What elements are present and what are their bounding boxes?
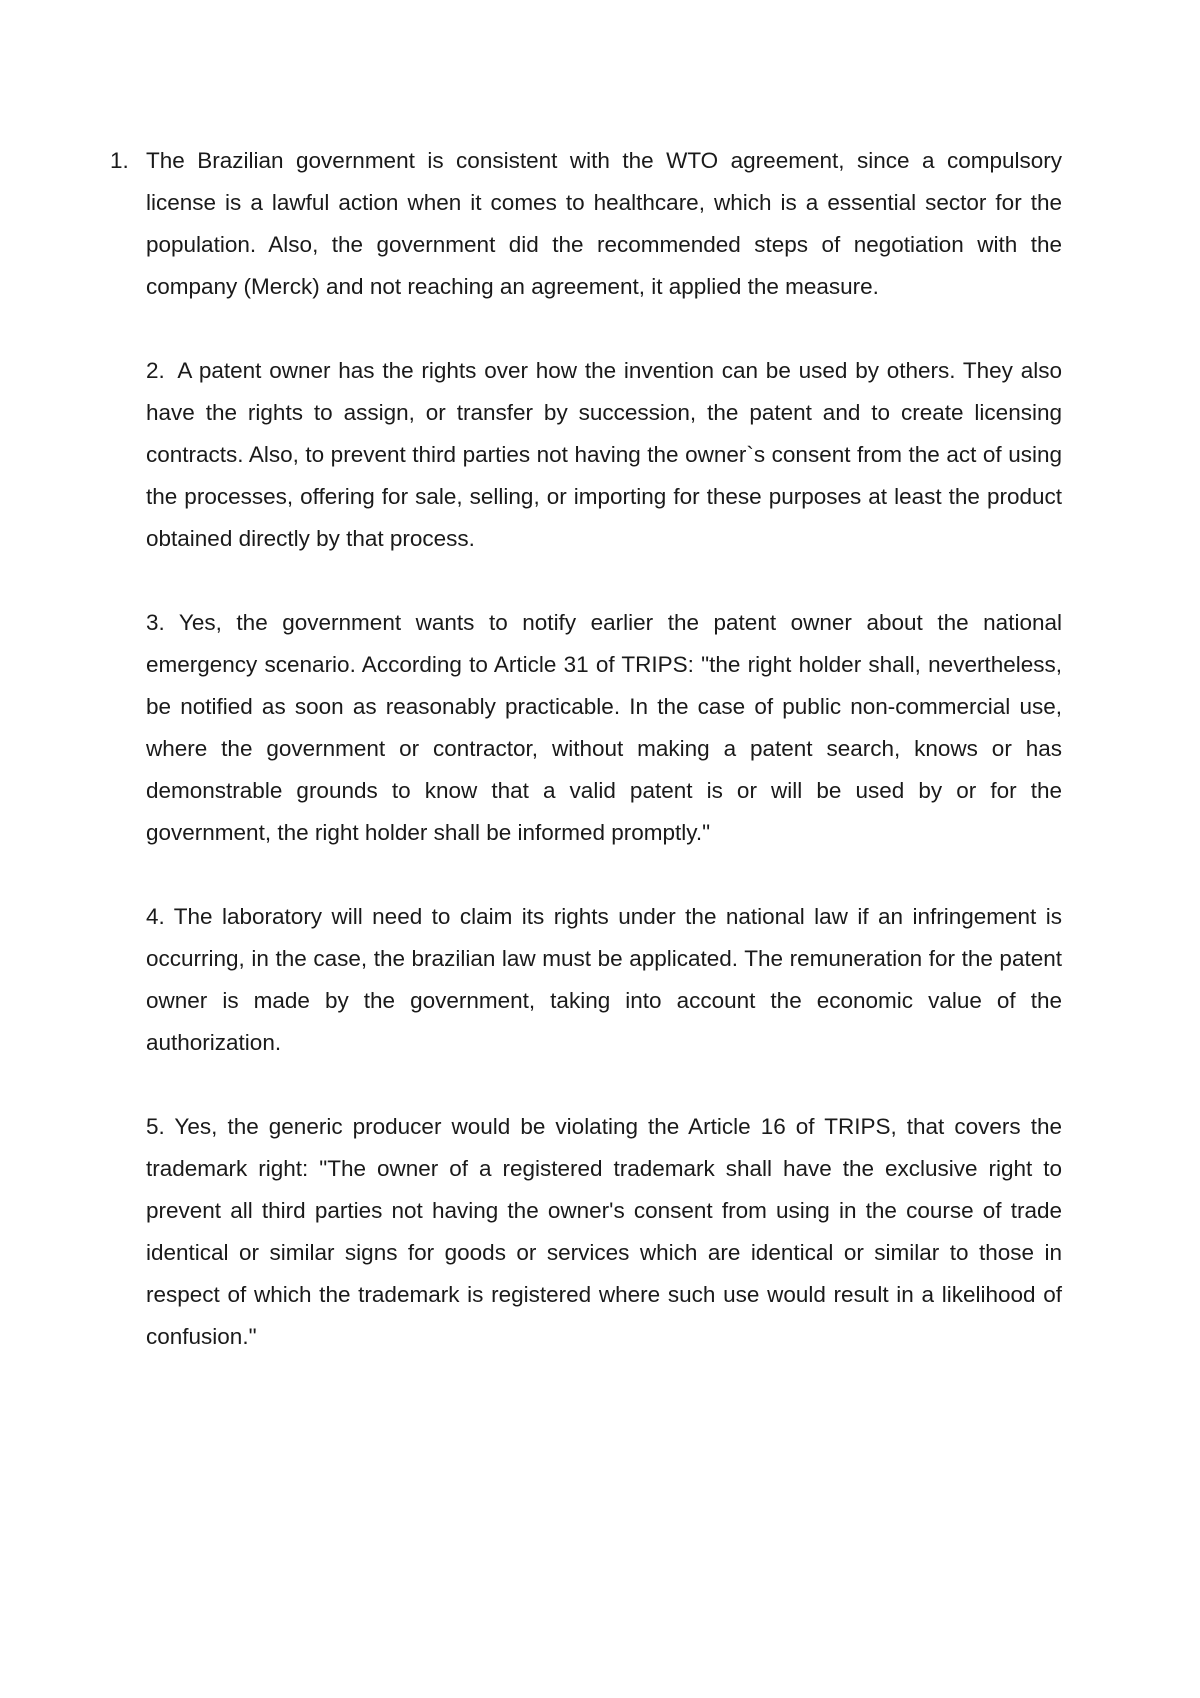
answer-number: 5.: [146, 1114, 165, 1139]
answer-number: 2.: [146, 358, 165, 383]
answer-number: 4.: [146, 904, 165, 929]
answers-list: [110, 140, 1062, 1358]
answer-text: Yes, the government wants to notify earlier the patent owner about the national emergency scenario. According to Article 31 of TRIPS: "the right holder shall, nevertheless, be notified as soon as reasonably practicable. In the case of public non-commercial use, where the government or contractor, without making a patent search, knows or has demonstrable grounds to know that a valid patent is or will be used by or for the government, the right holder shall be informed promptly.": [146, 610, 1062, 845]
answer-5: [146, 1106, 1062, 1358]
answer-text: The laboratory will need to claim its rights under the national law if an infringement is occurring, in the case, the brazilian law must be applicated. The remuneration for the patent owner is made by the government, taking into account the economic value of the authorization.: [146, 904, 1062, 1055]
answer-3: [146, 602, 1062, 854]
answer-2: [146, 350, 1062, 560]
answer-number: 1.: [110, 148, 129, 173]
answer-text: A patent owner has the rights over how the invention can be used by others. They also have the rights to assign, or transfer by succession, the patent and to create licensing contracts. Also, to prevent third parties not having the owner`s consent from the act of using the processes, offering for sale, selling, or importing for these purposes at least the product obtained directly by that process.: [146, 358, 1062, 551]
answer-1: [110, 140, 1062, 308]
answer-4: [146, 896, 1062, 1064]
answer-text: Yes, the generic producer would be violating the Article 16 of TRIPS, that covers the trademark right: "The owner of a registered trademark shall have the exclusive right to prevent all third parties not having the owner's consent from using in the course of trade identical or similar signs for goods or services which are identical or similar to those in respect of which the trademark is registered where such use would result in a likelihood of confusion.": [146, 1114, 1062, 1349]
answer-text: The Brazilian government is consistent with the WTO agreement, since a compulsory license is a lawful action when it comes to healthcare, which is a essential sector for the population. Also, the government did the recommended steps of negotiation with the company (Merck) and not reaching an agreement, it applied the measure.: [146, 148, 1062, 299]
answer-number: 3.: [146, 610, 165, 635]
